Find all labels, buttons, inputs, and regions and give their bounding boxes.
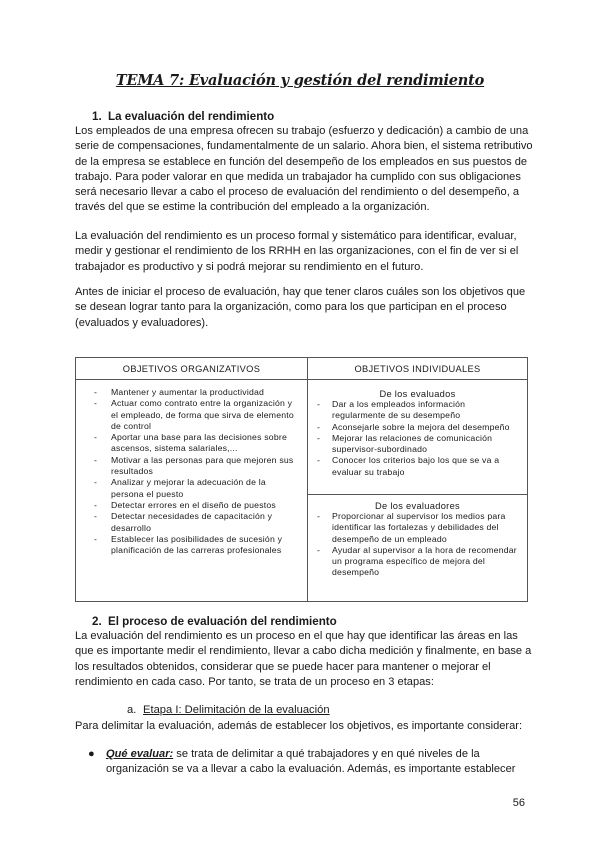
list-item: - Establecer las posibilidades de sucesión y planificación de las carreras profesionales	[76, 534, 307, 557]
bullet-item	[88, 747, 528, 778]
evaluados-list	[308, 399, 527, 478]
list-item: - Aportar una base para las decisiones sobre ascensos, sistema salariales,...	[76, 432, 307, 455]
section-2-paragraph-1: La evaluación del rendimiento es un proceso en el que hay que identificar las áreas en las que es importante medir el rendimiento, llevar a cabo dicha medición y finalmente, en base a los resultados obtenidos, considerar que se puede hacer para mantener o mejorar el rendimiento en cada caso. Por tanto, se trata de un proceso en 3 etapas:	[75, 630, 532, 688]
individual-objectives-column	[308, 358, 527, 601]
evaluadores-cell	[308, 495, 527, 579]
evaluadores-heading: De los evaluadores	[375, 501, 460, 511]
list-item: - Analizar y mejorar la adecuación de la persona el puesto	[76, 477, 307, 500]
section-1-heading	[92, 110, 274, 123]
section-1-paragraph-2: La evaluación del rendimiento es un proceso formal y sistemático para identificar, evaluar, medir y gestionar el rendimiento de los RRHH en las organizaciones, con el fin de ver si el trabajador es productivo y si podrá mejorar su rendimiento en el futuro.	[75, 230, 519, 273]
evaluadores-list	[308, 511, 527, 579]
section-2-heading	[92, 615, 337, 628]
evaluados-cell	[308, 380, 527, 495]
organizational-objectives-header: OBJETIVOS ORGANIZATIVOS	[76, 358, 307, 380]
stage-1-heading	[127, 704, 330, 716]
list-item: - Detectar necesidades de capacitación y desarrollo	[76, 511, 307, 534]
stage-1-title: Etapa I: Delimitación de la evaluación	[143, 704, 330, 716]
evaluados-heading: De los evaluados	[379, 389, 456, 399]
individual-objectives-header: OBJETIVOS INDIVIDUALES	[308, 358, 527, 380]
section-2-paragraph-2: Para delimitar la evaluación, además de establecer los objetivos, es importante considerar:	[75, 720, 523, 732]
list-item: - Mantener y aumentar la productividad	[76, 387, 307, 398]
stage-1-letter: a.	[127, 704, 137, 716]
organizational-objectives-column	[76, 358, 308, 601]
list-item: - Actuar como contrato entre la organización y el empleado, de forma que sirva de elemento de control	[76, 398, 307, 432]
section-1-paragraph-3: Antes de iniciar el proceso de evaluación, hay que tener claros cuáles son los objetivos que se desean lograr tanto para la organización, como para los que participan en el proceso (evaluados y evaluadores).	[75, 286, 526, 329]
list-item: - Aconsejarle sobre la mejora del desempeño	[308, 422, 527, 433]
section-2-number: 2.	[92, 615, 102, 628]
document-title: TEMA 7: Evaluación y gestión del rendimiento	[115, 72, 485, 89]
bullet-icon: ●	[88, 748, 95, 760]
list-item: - Motivar a las personas para que mejoren sus resultados	[76, 455, 307, 478]
list-item: - Ayudar al supervisor a la hora de recomendar un programa específico de mejora del desempeño	[308, 545, 527, 579]
list-item: - Detectar errores en el diseño de puestos	[76, 500, 307, 511]
list-item: - Conocer los criterios bajo los que se va a evaluar su trabajo	[308, 455, 527, 478]
list-item: - Proporcionar al supervisor los medios para identificar las fortalezas y debilidades del desempeño de un empleado	[308, 511, 527, 545]
list-item: - Mejorar las relaciones de comunicación supervisor-subordinado	[308, 433, 527, 456]
bullet-term: Qué evaluar:	[106, 748, 174, 760]
section-1-number: 1.	[92, 110, 102, 123]
section-1-title: La evaluación del rendimiento	[108, 110, 275, 123]
section-1-paragraph-1: Los empleados de una empresa ofrecen su trabajo (esfuerzo y dedicación) a cambio de una serie de compensaciones, fundamentalmente de un salario. Ahora bien, el sistema retributivo de la empresa se establece en función del desempeño de los empleados en sus puestos de trabajo. Para poder valorar en que medida un trabajador ha cumplido con sus obligaciones será necesario llevar a cabo el proceso de evaluación del rendimiento o del desempeño, a través del que se estime la contribución del empleado a la organización.	[75, 125, 533, 214]
bullet-text	[88, 747, 528, 778]
bullet-description: se trata de delimitar a qué trabajadores y en qué niveles de la organización se va a llevar a cabo la evaluación. Además, es importante establecer	[106, 748, 516, 776]
list-item: - Dar a los empleados información regularmente de su desempeño	[308, 399, 527, 422]
objectives-table	[75, 357, 528, 602]
section-2-title: El proceso de evaluación del rendimiento	[108, 615, 337, 628]
page-number: 56	[512, 797, 525, 809]
organizational-objectives-list	[76, 387, 307, 556]
